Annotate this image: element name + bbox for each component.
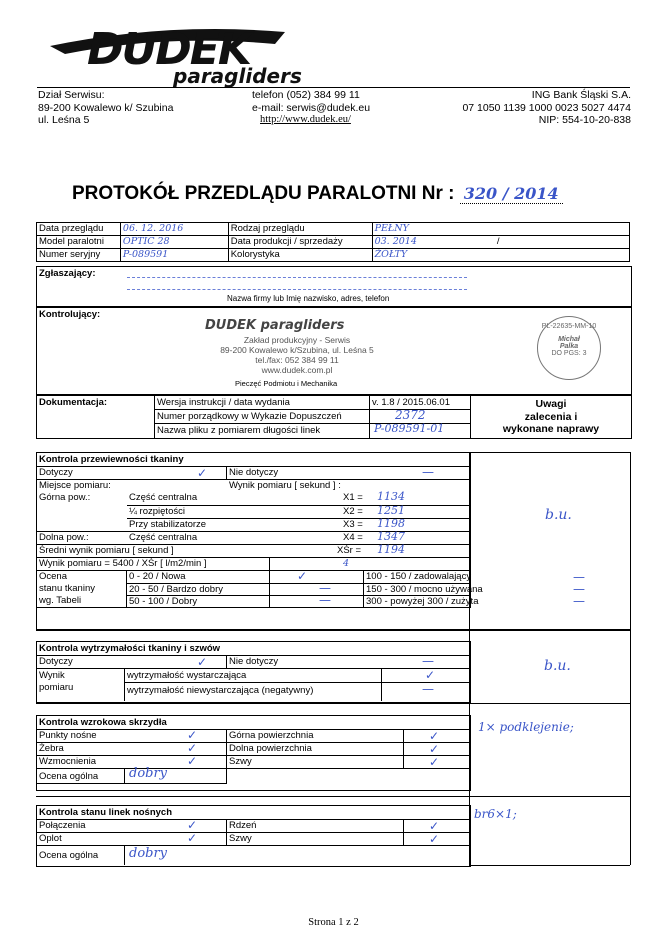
value-seryjny: P-089591	[120, 249, 228, 262]
wzrok-label: Dolna powierzchnia	[229, 743, 312, 754]
zglaszajacy-box	[36, 266, 632, 307]
section-title: Kontrola stanu linek nośnych	[39, 807, 173, 818]
measure-label: Przy stabilizatorze	[129, 519, 207, 530]
linki-note: br6×1;	[474, 807, 517, 821]
measure-value: 1251	[377, 504, 405, 517]
measure-value: 1134	[377, 490, 405, 503]
uwagi-header: Uwagi zalecenia i wykonane naprawy	[502, 398, 600, 435]
label-nie-dotyczy: Nie dotyczy	[229, 656, 279, 667]
stamp-logo: DUDEK paragliders	[205, 318, 345, 333]
label-data-przegladu: Data przeglądu	[37, 223, 121, 236]
checkmark-icon: ✓	[429, 742, 440, 756]
label-kontrolujacy: Kontrolujący:	[39, 309, 101, 320]
linki-label: Rdzeń	[229, 820, 257, 831]
doc-value: P-089591-01	[374, 422, 445, 435]
scale-label: 20 - 50 / Bardzo dobry	[129, 584, 223, 595]
scale-label: 100 - 150 / zadowalający	[366, 571, 472, 582]
ocena-label: Ocena stanu tkaniny wg. Tabeli	[39, 571, 95, 606]
header-phone: telefon (052) 384 99 11	[252, 89, 360, 101]
page-number: Strona 1 z 2	[308, 917, 359, 928]
dash-icon: —	[422, 465, 434, 479]
label-wynik-header: Wynik pomiaru [ sekund ] :	[229, 480, 341, 491]
ocena-ogolna-label: Ocena ogólna	[39, 850, 99, 861]
label-wynik: Wynik pomiaru = 5400 / XŚr [ l/m2/min ]	[39, 558, 207, 569]
doc-label: Numer porządkowy w Wykazie Dopuszczeń	[157, 411, 342, 422]
label-dokumentacja: Dokumentacja:	[39, 397, 108, 408]
sredni-value: 1194	[377, 543, 405, 556]
section-title: Kontrola wytrzymałości tkaniny i szwów	[39, 643, 221, 654]
wzrok-label: Wzmocnienia	[39, 756, 97, 767]
checkmark-icon: ✓	[429, 755, 440, 769]
ocena-ogolna-value: dobry	[129, 766, 168, 781]
dash-icon: —	[573, 582, 585, 596]
dash-icon: —	[422, 654, 434, 668]
wzrok-label: Górna powierzchnia	[229, 730, 314, 741]
wynik-value: 4	[343, 558, 350, 569]
checkmark-icon: ✓	[197, 466, 208, 480]
checkmark-icon: ✓	[197, 655, 208, 669]
header-left-line: ul. Leśna 5	[38, 114, 90, 126]
label-produkcja: Data produkcji / sprzedaży	[228, 236, 372, 249]
header-contact	[252, 89, 370, 127]
wytrzymalosc-section	[36, 641, 471, 703]
measure-key: X3 =	[343, 519, 363, 530]
scale-label: 150 - 300 / mocno używana	[366, 584, 483, 595]
wzrok-label: Żebra	[39, 743, 64, 754]
company-logo	[45, 14, 315, 88]
section-title: Kontrola wzrokowa skrzydła	[39, 717, 167, 728]
ocena-ogolna-value: dobry	[129, 846, 168, 861]
ocena-ogolna-label: Ocena ogólna	[39, 771, 99, 782]
doc-value: 2372	[395, 408, 426, 422]
header-bank	[462, 89, 631, 127]
table-row	[37, 223, 630, 236]
measure-key: X1 =	[343, 492, 363, 503]
checkmark-icon: ✓	[429, 729, 440, 743]
measure-key: X4 =	[343, 532, 363, 543]
doc-label: Wersja instrukcji / data wydania	[157, 397, 290, 408]
header-left-line: Dział Serwisu:	[38, 89, 105, 101]
dokumentacja-box	[36, 395, 632, 439]
checkmark-icon: ✓	[187, 728, 198, 742]
label-seryjny: Numer seryjny	[37, 249, 121, 262]
header-website[interactable]: http://www.dudek.eu/	[260, 114, 351, 125]
linki-label: Połączenia	[39, 820, 86, 831]
stamp-caption: Pieczęć Podmiotu i Mechanika	[235, 379, 338, 388]
measure-value: 1347	[377, 530, 405, 543]
logo-sub: paragliders	[173, 64, 302, 88]
produkcja-separator: /	[496, 236, 500, 247]
linki-label: Szwy	[229, 833, 252, 844]
dash-icon: —	[422, 682, 434, 696]
checkmark-icon: ✓	[187, 741, 198, 755]
checkmark-icon: ✓	[429, 832, 440, 846]
value-model: OPTIC 28	[120, 236, 228, 249]
wzrok-label: Szwy	[229, 756, 252, 767]
label-sredni: Średni wynik pomiaru [ sekund ]	[39, 545, 174, 556]
checkmark-icon: ✓	[187, 831, 198, 845]
kontrolujacy-box	[36, 307, 632, 395]
checkmark-icon: ✓	[187, 818, 198, 832]
page-title: PROTOKÓŁ PRZEDLĄDU PARALOTNI Nr : 320 / 2014	[72, 183, 563, 205]
label-model: Model paralotni	[37, 236, 121, 249]
checkmark-icon: ✓	[425, 668, 436, 682]
measure-label: ¼ rozpiętości	[129, 506, 185, 517]
przewiewnosc-note: b.u.	[545, 507, 572, 523]
label-rodzaj: Rodzaj przeglądu	[228, 223, 372, 236]
measure-label: Część centralna	[129, 532, 198, 543]
label-zglaszajacy: Zgłaszający:	[39, 268, 96, 279]
stamp-text: Zakład produkcyjny - Serwis 89-200 Kowalewo k/Szubina, ul. Leśna 5 tel./fax: 052 384 99 11 www.dudek.com.pl	[220, 335, 374, 375]
header-rule	[37, 87, 630, 88]
header-address	[38, 89, 173, 127]
doc-label: Nazwa pliku z pomiarem długości linek	[157, 425, 321, 436]
label-dolna: Dolna pow.:	[39, 532, 89, 543]
dash-icon: —	[573, 594, 585, 608]
scale-label: 0 - 20 / Nowa	[129, 571, 186, 582]
przewiewnosc-section	[36, 452, 631, 630]
wytrz-label: wytrzymałość wystarczająca	[127, 670, 247, 681]
measure-value: 1198	[377, 517, 405, 530]
scale-label: 300 - powyżej 300 / zużyta	[366, 596, 479, 607]
checkmark-icon: ✓	[429, 819, 440, 833]
header-email: e-mail: serwis@dudek.eu	[252, 101, 371, 114]
header-left-line: 89-200 Kowalewo k/ Szubina	[38, 101, 174, 114]
scale-label: 50 - 100 / Dobry	[129, 596, 198, 607]
section-title: Kontrola przewiewności tkaniny	[39, 454, 184, 465]
label-kolorystyka: Kolorystyka	[228, 249, 372, 262]
wzrok-label: Punkty nośne	[39, 730, 97, 741]
wytrzymalosc-note: b.u.	[544, 658, 571, 674]
header-right-line: ING Bank Śląski S.A.	[531, 89, 631, 101]
value-data-przegladu: 06. 12. 2016	[120, 223, 228, 236]
value-kolorystyka: ŻÓŁTY	[372, 249, 629, 262]
doc-value: v. 1.8 / 2015.06.01	[372, 397, 450, 408]
table-row	[37, 236, 630, 249]
measure-key: X2 =	[343, 506, 363, 517]
wzrokowa-note: 1× podklejenie;	[478, 720, 574, 734]
measure-label: Część centralna	[129, 492, 198, 503]
value-rodzaj: PEŁNY	[372, 223, 629, 236]
table-row	[37, 249, 630, 262]
sredni-key: XŚr =	[337, 545, 362, 556]
label-dotyczy: Dotyczy	[39, 656, 73, 667]
round-stamp: PL-22635-MM-10 Michał Palka DO PGS: 3	[537, 316, 601, 380]
wynik-pomiaru-label: Wynik pomiaru	[39, 670, 74, 693]
checkmark-icon: ✓	[187, 754, 198, 768]
protocol-number: 320 / 2014	[460, 184, 563, 204]
linki-section	[36, 805, 471, 867]
label-dotyczy: Dotyczy	[39, 467, 73, 478]
redacted-line	[127, 289, 467, 290]
linki-label: Oplot	[39, 833, 62, 844]
header-right-line: NIP: 554-10-20-838	[538, 114, 631, 126]
label-gorna: Górna pow.:	[39, 492, 91, 503]
info-table	[36, 222, 630, 262]
label-miejsce: Miejsce pomiaru:	[39, 480, 111, 491]
zglaszajacy-caption: Nazwa firmy lub Imię nazwisko, adres, telefon	[227, 294, 390, 303]
checkmark-icon: ✓	[297, 569, 308, 583]
dash-icon: —	[573, 570, 585, 584]
logo-main: DUDEK	[87, 24, 250, 75]
dash-icon: —	[319, 581, 331, 595]
dash-icon: —	[319, 593, 331, 607]
value-produkcja: 03. 2014	[374, 236, 417, 247]
redacted-line	[127, 277, 467, 278]
wytrz-label: wytrzymałość niewystarczająca (negatywny)	[127, 685, 314, 696]
header-right-line: 07 1050 1139 1000 0023 5027 4474	[462, 101, 631, 114]
wzrokowa-section	[36, 715, 471, 791]
label-nie-dotyczy: Nie dotyczy	[229, 467, 279, 478]
